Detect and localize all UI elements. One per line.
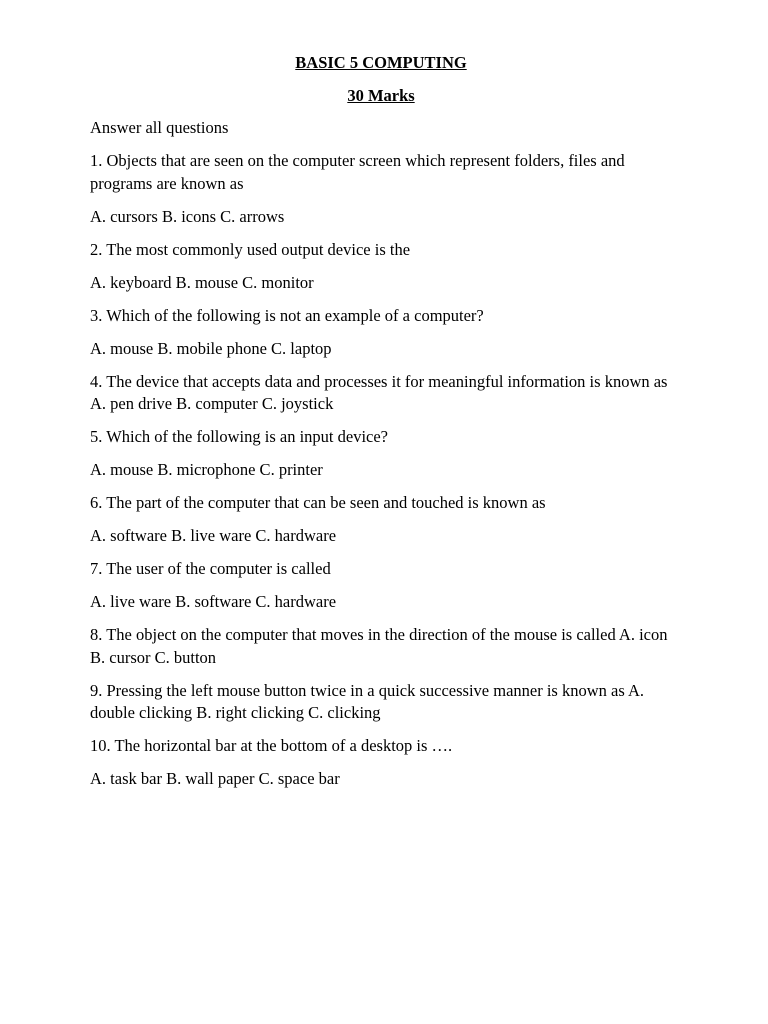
question-9: 9. Pressing the left mouse button twice in a quick successive manner is known as A. double clicking B. right clicking C. clicking: [90, 680, 645, 722]
question-10: 10. The horizontal bar at the bottom of a desktop is ….: [90, 736, 453, 755]
answer-options-7: A. live ware B. software C. hardware: [90, 592, 337, 611]
question-4: 4. The device that accepts data and processes it for meaningful information is known as A. pen drive B. computer C. joystick: [90, 371, 668, 413]
marks-heading: 30 Marks: [347, 85, 415, 105]
answer-options-5: A. mouse B. microphone C. printer: [90, 460, 323, 479]
question-3: 3. Which of the following is not an example of a computer?: [90, 305, 484, 325]
answer-options-1: A. cursors B. icons C. arrows: [90, 206, 285, 226]
question-6: 6. The part of the computer that can be seen and touched is known as: [90, 493, 546, 512]
document-title: BASIC 5 COMPUTING: [295, 53, 467, 72]
question-7: 7. The user of the computer is called: [90, 559, 331, 578]
answer-options-6: A. software B. live ware C. hardware: [90, 526, 337, 545]
question-2: 2. The most commonly used output device is the: [90, 239, 411, 259]
answer-options-10: A. task bar B. wall paper C. space bar: [90, 769, 340, 788]
instruction-text: Answer all questions: [90, 118, 229, 137]
question-8: 8. The object on the computer that moves in the direction of the mouse is called A. icon B. cursor C. button: [90, 625, 668, 667]
answer-options-3: A. mouse B. mobile phone C. laptop: [90, 338, 332, 358]
answer-options-2: A. keyboard B. mouse C. monitor: [90, 272, 314, 292]
question-5: 5. Which of the following is an input device?: [90, 427, 388, 446]
question-1: 1. Objects that are seen on the computer screen which represent folders, files and programs are known as: [90, 151, 625, 193]
